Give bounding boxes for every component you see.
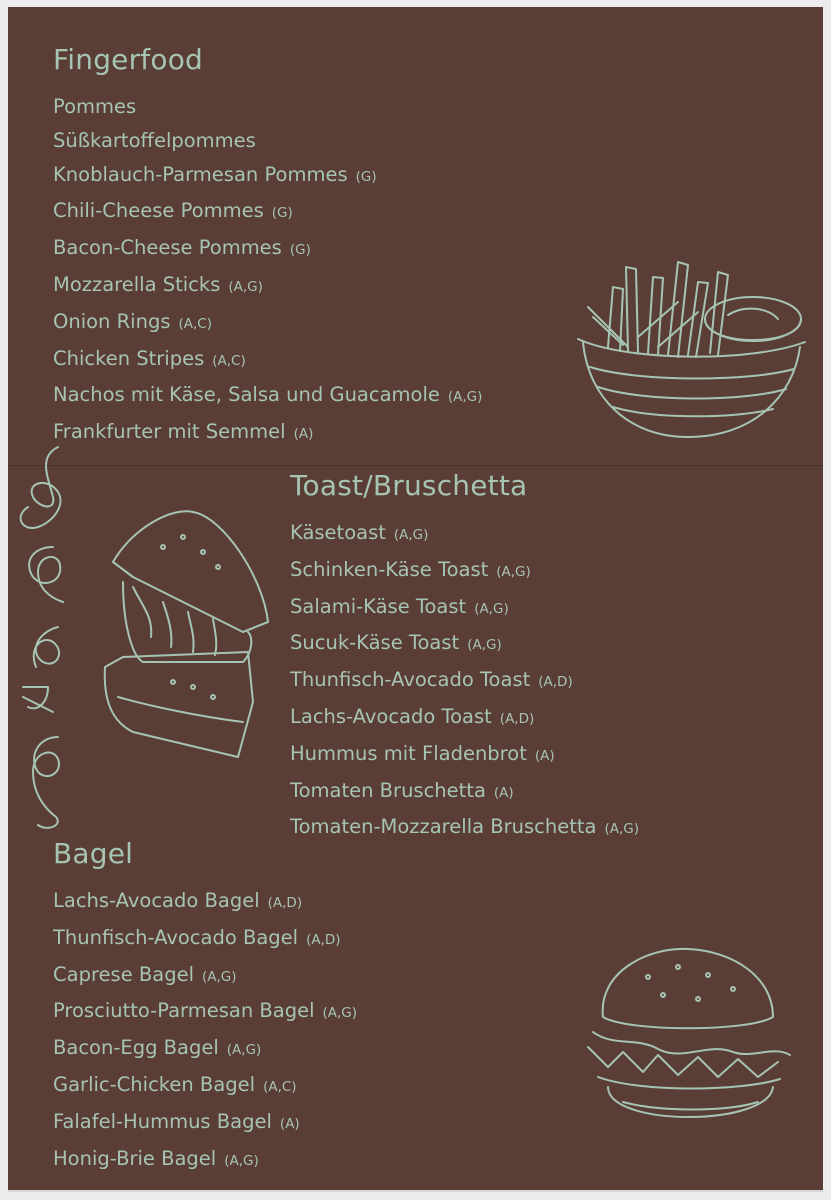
allergen-codes: (A,G) [228, 278, 263, 295]
menu-item-name: Sucuk-Käse Toast [290, 631, 460, 655]
menu-item [53, 231, 482, 268]
menu-item-name: Mozzarella Sticks [53, 272, 221, 296]
menu-item-name: Lachs-Avocado Bagel [53, 889, 260, 912]
page-fold-line [8, 465, 823, 466]
menu-item-name: Prosciutto-Parmesan Bagel [53, 999, 315, 1023]
menu-item-name: Tomaten Bruschetta [290, 778, 486, 802]
menu-item-name: Süßkartoffelpommes [53, 128, 256, 152]
menu-item-name: Pommes [53, 95, 137, 118]
allergen-codes: (A,G) [393, 527, 429, 543]
menu-item-name: Garlic-Chicken Bagel [53, 1072, 256, 1096]
toast-sandwich-illustration [93, 507, 278, 762]
menu-item [290, 663, 639, 700]
menu-item-name: Thunfisch-Avocado Bagel [53, 925, 299, 949]
menu-item-name: Honig-Brie Bagel [53, 1146, 217, 1170]
menu-item [290, 590, 639, 627]
menu-item-name: Knoblauch-Parmesan Pommes [53, 162, 348, 186]
menu-item-name: Schinken-Käse Toast [290, 557, 489, 581]
section-fingerfood [53, 43, 482, 452]
allergen-codes: (A,D) [499, 710, 535, 727]
menu-item [53, 415, 482, 452]
section-bagel [53, 837, 357, 1178]
fries-basket-illustration [568, 247, 813, 447]
allergen-codes: (A) [279, 1115, 300, 1132]
menu-item [290, 553, 639, 590]
menu-item-name: Nachos mit Käse, Salsa und Guacamole [53, 383, 440, 407]
allergen-codes: (A,G) [474, 600, 509, 617]
menu-item [290, 700, 639, 737]
menu-item-name: Bacon-Cheese Pommes [53, 236, 282, 260]
section-title-fingerfood: Fingerfood [53, 43, 203, 76]
allergen-codes: (A,G) [447, 389, 483, 406]
allergen-codes: (G) [355, 168, 377, 185]
menu-item [53, 194, 482, 231]
menu-item [290, 774, 639, 811]
menu-item [290, 626, 639, 663]
fingerfood-list [53, 90, 482, 452]
menu-item-name: Onion Rings [53, 309, 171, 333]
menu-item [53, 1105, 357, 1142]
allergen-codes: (A,C) [178, 315, 212, 332]
allergen-codes: (A,C) [212, 352, 246, 369]
allergen-codes: (A,D) [538, 674, 573, 691]
toast-bruschetta-list [290, 516, 639, 847]
bagel-burger-illustration [568, 937, 798, 1142]
allergen-codes: (A) [534, 747, 555, 764]
allergen-codes: (A,G) [202, 968, 237, 985]
menu-item [290, 516, 639, 553]
menu-item [53, 305, 482, 342]
menu-item [53, 124, 482, 158]
menu-item-name: Lachs-Avocado Toast [290, 704, 492, 728]
allergen-codes: (A,G) [322, 1005, 358, 1022]
menu-item-name: Thunfisch-Avocado Toast [290, 668, 531, 692]
allergen-codes: (A,D) [306, 931, 341, 948]
menu-item-name: Chili-Cheese Pommes [53, 199, 264, 223]
menu-item [53, 921, 357, 958]
section-toast-bruschetta [290, 469, 639, 847]
menu-item-name: Hummus mit Fladenbrot [290, 741, 527, 765]
allergen-codes: (G) [289, 242, 311, 259]
allergen-codes: (A,G) [604, 821, 640, 838]
menu-item [53, 1031, 357, 1068]
menu-item-name: Chicken Stripes [53, 346, 205, 370]
menu-item [53, 378, 482, 415]
allergen-codes: (A,G) [226, 1042, 262, 1059]
menu-item [290, 737, 639, 774]
menu-item-name: Caprese Bagel [53, 962, 195, 986]
menu-item [53, 958, 357, 995]
snacks-script-lettering [8, 437, 78, 837]
allergen-codes: (A,G) [496, 563, 531, 580]
menu-page [8, 7, 823, 1192]
allergen-codes: (A,C) [263, 1078, 297, 1095]
menu-item-name: Salami-Käse Toast [290, 594, 467, 618]
menu-item-name: Tomaten-Mozzarella Bruschetta [290, 815, 597, 839]
menu-item [53, 994, 357, 1031]
allergen-codes: (G) [271, 205, 293, 222]
menu-item-name: Bacon-Egg Bagel [53, 1036, 219, 1060]
allergen-codes: (A) [493, 784, 514, 801]
menu-item [53, 884, 357, 921]
section-title-toast-bruschetta: Toast/Bruschetta [290, 469, 528, 502]
menu-item [53, 90, 482, 124]
allergen-codes: (A,D) [267, 895, 303, 911]
allergen-codes: (A,G) [224, 1152, 259, 1169]
menu-item [53, 268, 482, 305]
bagel-list [53, 884, 357, 1178]
menu-item [53, 158, 482, 195]
menu-item-name: Falafel-Hummus Bagel [53, 1109, 272, 1133]
menu-item-name: Frankfurter mit Semmel [53, 420, 286, 444]
allergen-codes: (A,G) [467, 637, 502, 654]
section-title-bagel: Bagel [53, 837, 134, 870]
menu-item [53, 1142, 357, 1179]
menu-item [53, 342, 482, 379]
menu-item [53, 1068, 357, 1105]
allergen-codes: (A) [293, 426, 314, 443]
menu-item-name: Käsetoast [290, 521, 386, 544]
